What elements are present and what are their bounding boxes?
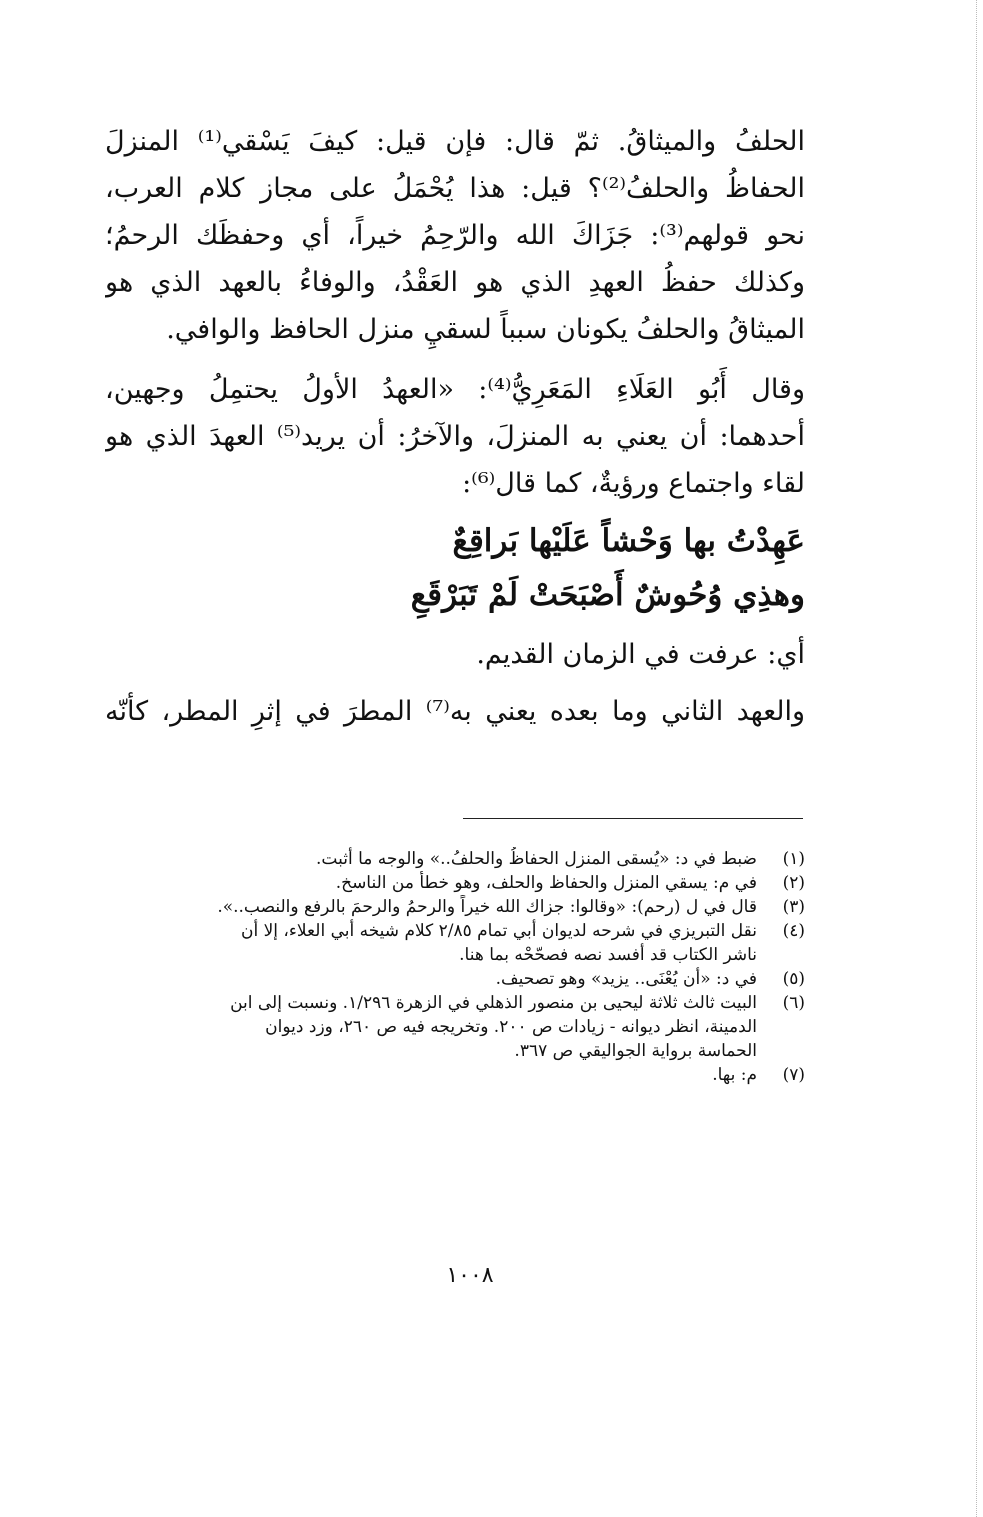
verse-line-1: عَهِدْتُ بها وَحْشاً عَلَيْها بَراقِعٌ [452, 523, 805, 559]
footnote-text [105, 967, 757, 991]
footnote-text [105, 847, 757, 871]
footnote-line: في د: «أن يُعْنَى.. يزيد» وهو تصحيف. [495, 969, 757, 989]
paragraph-gap [105, 353, 805, 366]
footnote-text [105, 919, 757, 967]
footnote-number: (٦) [782, 993, 805, 1013]
text-line-8: لقاء واجتماع ورؤيةٌ، كما قال⁽⁶⁾: [462, 468, 805, 499]
text-line-1: الحلفُ والميثاقُ. ثمّ قال: فإن قيل: كيفَ يَسْقي⁽¹⁾ المنزلَ [105, 126, 805, 157]
page-number: ١٠٠٨ [446, 1263, 494, 1288]
verse-line-2: وهذِي وُحُوشٌ أَصْبَحَتْ لَمْ تَبَرْقَعِ [410, 577, 805, 613]
footnote-text [105, 871, 757, 895]
footnote-separator [463, 818, 803, 819]
footnote-text [105, 991, 757, 1063]
footnote-line: الحماسة برواية الجواليقي ص ٣٦٧. [514, 1041, 757, 1061]
footnote [105, 895, 805, 919]
text-line-3: نحو قولهم⁽³⁾: جَزَاكَ الله والرّحِمُ خيراً، أي وحفظَك الرحمُ؛ [105, 220, 805, 251]
text-line-2: الحفاظُ والحلفُ⁽²⁾؟ قيل: هذا يُحْمَلُ على مجاز كلام العرب، [105, 173, 805, 204]
footnote-text [105, 1063, 757, 1087]
text-line-last: والعهد الثاني وما بعده يعني به⁽⁷⁾ المطرَ في إثرِ المطر، كأنّه [105, 696, 805, 727]
footnote-line: قال في ل (رحم): «وقالوا: جزاك الله خيراً والرحمُ والرحمَ بالرفع والنصب..». [217, 897, 757, 917]
footnote-line: م: بها. [712, 1065, 757, 1085]
footnote [105, 871, 805, 895]
paragraph-gap [105, 678, 805, 688]
footnotes [105, 847, 805, 1087]
footnote-number: (١) [782, 849, 805, 869]
footnote-text [105, 895, 757, 919]
footnote [105, 1063, 805, 1087]
footnote-line: الدمينة، انظر ديوانه - زيادات ص ٢٠٠. وتخريجه فيه ص ٢٦٠، وزد ديوان [265, 1017, 757, 1037]
text-line-7: أحدهما: أن يعني به المنزلَ، والآخرُ: أن يريد⁽⁵⁾ العهدَ الذي هو [105, 421, 805, 452]
footnote [105, 967, 805, 991]
footnote-number: (٤) [782, 921, 805, 941]
footnote-line: البيت ثالث ثلاثة ليحيى بن منصور الذهلي في الزهرة ١/٢٩٦. ونسبت إلى ابن [230, 993, 757, 1013]
footnote [105, 919, 805, 967]
explanation-line: أي: عرفت في الزمان القديم. [476, 639, 805, 670]
text-line-6: وقال أَبُو العَلَاءِ المَعَرِيُّ⁽⁴⁾: «العهدُ الأولُ يحتمِلُ وجهين، [105, 374, 805, 405]
text-line-4: وكذلك حفظُ العهدِ الذي هو العَقْدُ، والوفاءُ بالعهد الذي هو [105, 267, 805, 298]
text-line-5: الميثاقُ والحلفُ يكونان سبباً لسقيِ منزل الحافظ والوافي. [166, 314, 805, 345]
footnote-line: ناشر الكتاب قد أفسد نصه فصحّحْه بما هنا. [459, 945, 757, 965]
footnote-line: ضبط في د: «يُسقى المنزل الحفاظُ والحلفُ..» والوجه ما أثبت. [316, 849, 757, 869]
footnote-number: (٢) [782, 873, 805, 893]
footnote-number: (٧) [782, 1065, 805, 1085]
footnote-line: نقل التبريزي في شرحه لديوان أبي تمام ٢/٨٥ كلام شيخه أبي العلاء، إلا أن [241, 921, 757, 941]
page-edge [975, 0, 977, 1517]
footnote-line: في م: يسقي المنزل والحفاظ والحلف، وهو خطأ من الناسخ. [335, 873, 757, 893]
footnote-number: (٥) [782, 969, 805, 989]
footnote-number: (٣) [782, 897, 805, 917]
footnote [105, 991, 805, 1063]
main-text [105, 118, 805, 735]
footnote [105, 847, 805, 871]
